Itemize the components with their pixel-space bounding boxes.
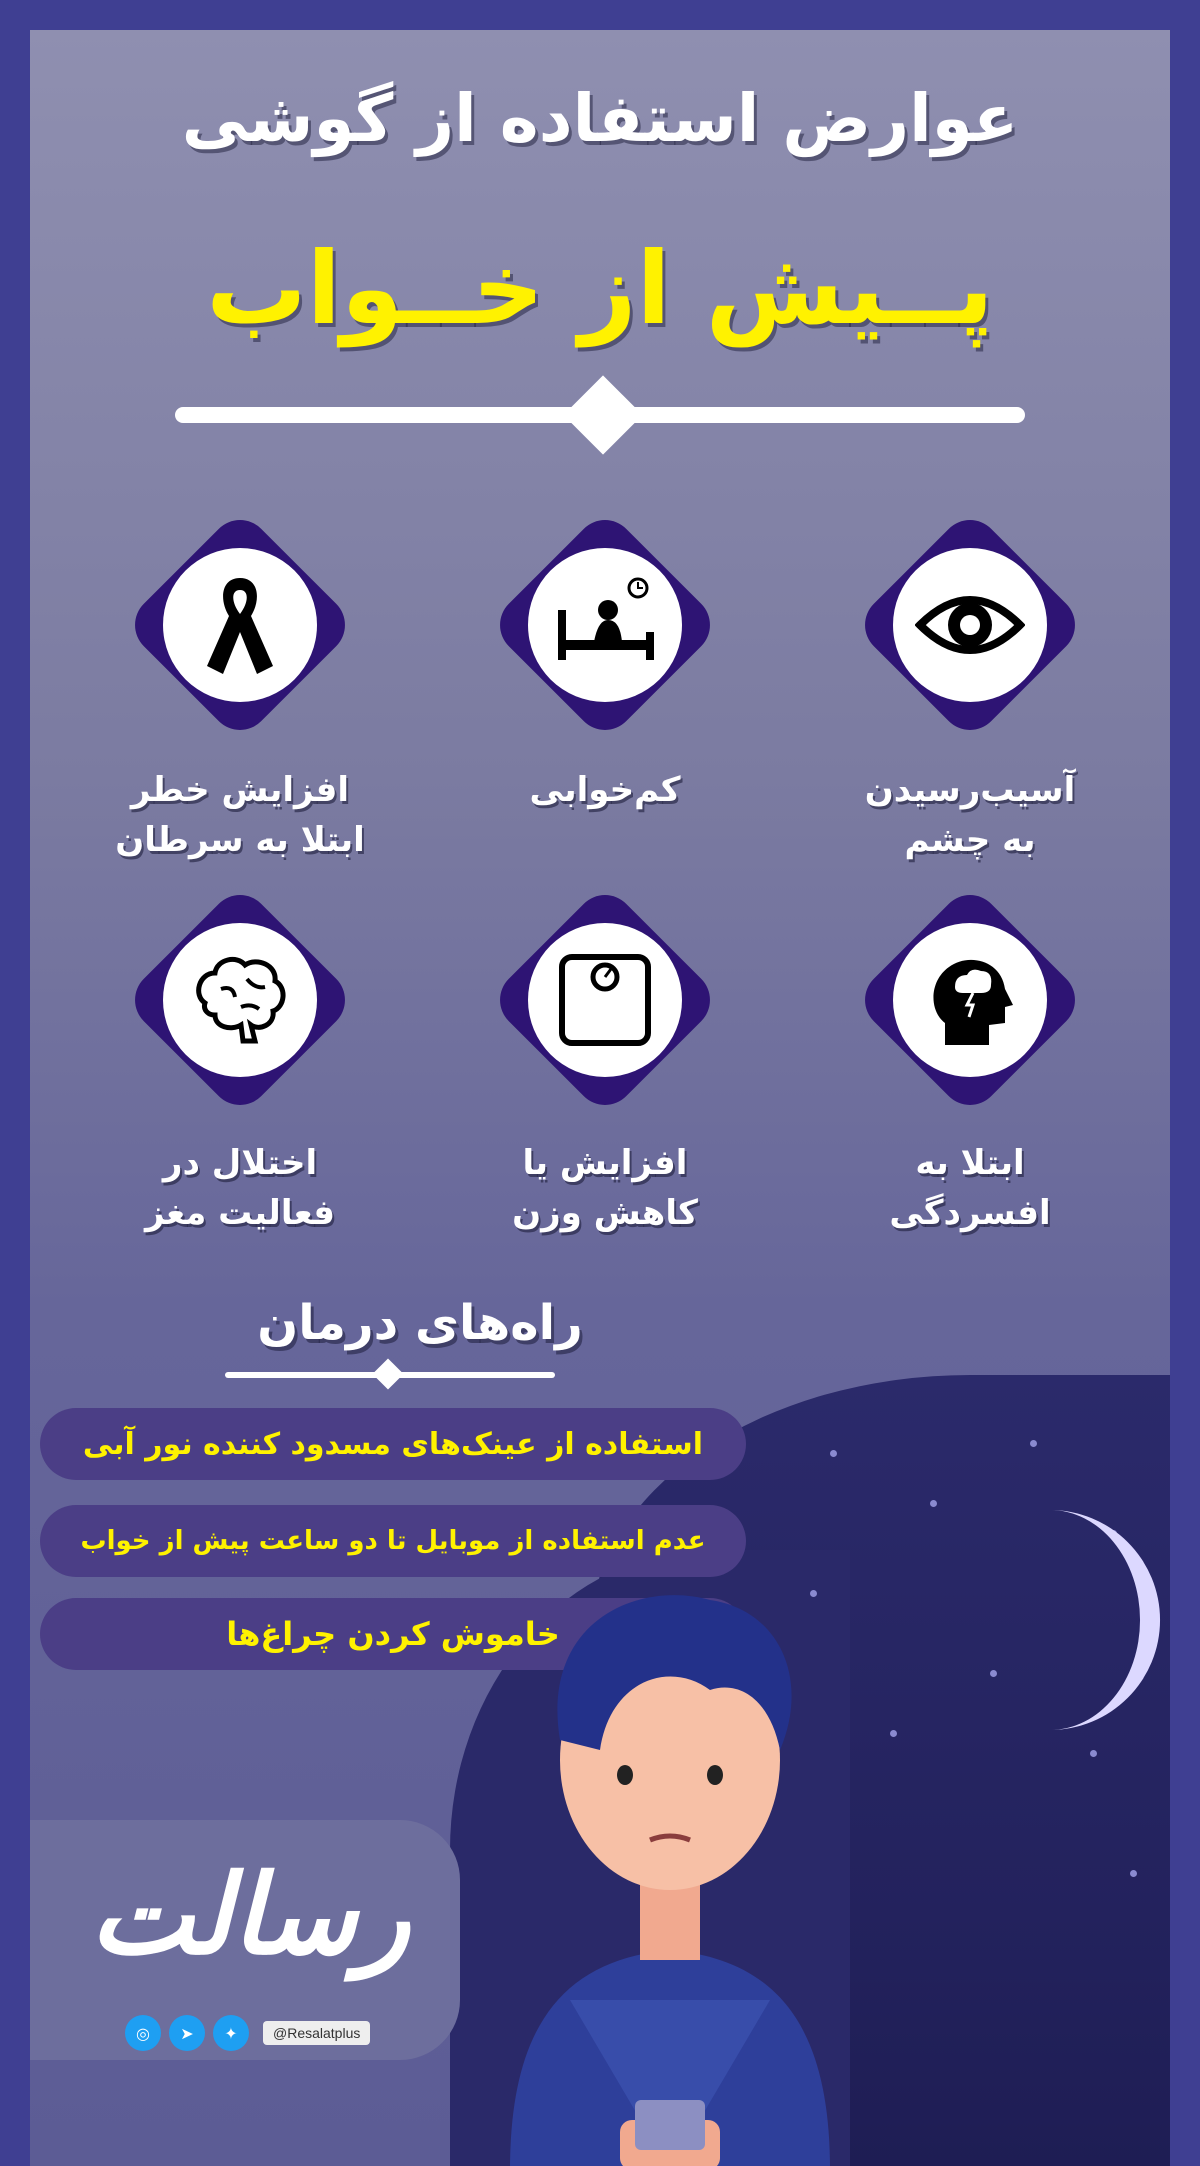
sleepless-icon — [550, 570, 660, 680]
twitter-icon[interactable]: ✦ — [213, 2015, 249, 2051]
effect-label-sleepless: کم‌خوابی — [529, 770, 681, 810]
brain-icon — [185, 945, 295, 1055]
effect-icon-scale — [490, 885, 720, 1115]
effect-label-brain: اختلال در فعالیت مغز — [144, 1143, 336, 1233]
social-handle: @Resalatplus — [263, 2021, 370, 2045]
ribbon-icon — [185, 570, 295, 680]
remedies-title: راه‌های درمان — [257, 1295, 583, 1351]
effect-label-cancer: افزایش خطر ابتلا به سرطان — [115, 770, 365, 860]
social-links — [125, 2015, 370, 2051]
effect-icon-ribbon — [125, 510, 355, 740]
infographic-panel — [30, 30, 1170, 2166]
telegram-icon[interactable]: ➤ — [169, 2015, 205, 2051]
effect-label-weight: افزایش یا کاهش وزن — [512, 1143, 698, 1233]
remedy-item-2: عدم استفاده از موبایل تا دو ساعت پیش از خواب — [40, 1505, 746, 1577]
title-divider-diamond — [563, 375, 642, 454]
scale-icon — [550, 945, 660, 1055]
person-illustration — [410, 1560, 930, 2166]
effect-label-eye: آسیب‌رسیدن به چشم — [864, 770, 1076, 860]
effect-icon-sleepless — [490, 510, 720, 740]
remedy-item-1: استفاده از عینک‌های مسدود کننده نور آبی — [40, 1408, 746, 1480]
effect-icon-brain — [125, 885, 355, 1115]
title-line-1: عوارض استفاده از گوشی — [181, 80, 1019, 157]
effect-icon-depression — [855, 885, 1085, 1115]
effect-icon-eye — [855, 510, 1085, 740]
logo: رسالت — [89, 1850, 411, 1979]
title-line-2: پــیش از خــواب — [206, 230, 994, 347]
depression-head-icon — [915, 945, 1025, 1055]
remedy-item-3: خاموش کردن چراغ‌ها — [40, 1598, 746, 1670]
eye-icon — [915, 570, 1025, 680]
remedies-divider-diamond — [372, 1358, 403, 1389]
instagram-icon[interactable]: ◎ — [125, 2015, 161, 2051]
effect-label-depression: ابتلا به افسردگی — [889, 1143, 1051, 1233]
moon-icon — [1020, 1500, 1170, 1740]
